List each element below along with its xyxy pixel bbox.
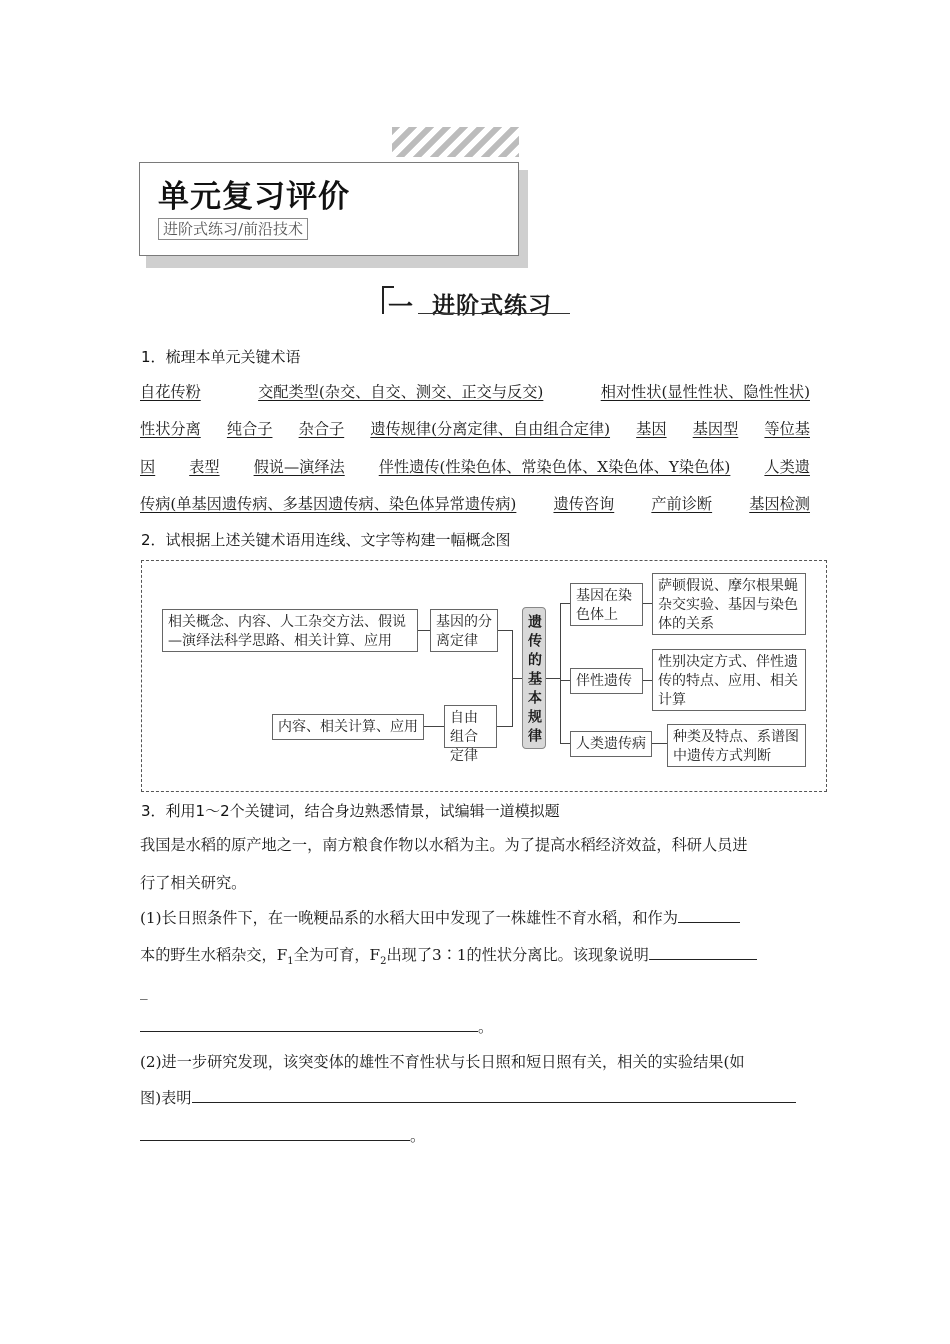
q3-part2-line-2 — [140, 1087, 812, 1108]
connector-line — [560, 680, 570, 681]
keyword-line-1 — [140, 381, 810, 402]
q3-heading: 3．利用1～2个关键词，结合身边熟悉情景，试编辑一道模拟题 — [141, 802, 560, 820]
answer-blank[interactable] — [140, 1017, 478, 1032]
map-box-assortment-law: 自由组合定律 — [444, 705, 497, 748]
keyword: 遗传规律(分离定律、自由组合定律) — [370, 420, 611, 438]
q3-part1-text: 全为可育，F — [293, 946, 381, 964]
q3-part2-line-3 — [140, 1125, 812, 1146]
map-box-human-disease: 人类遗传病 — [570, 731, 652, 757]
connector-line — [498, 630, 512, 631]
period: 。 — [478, 1018, 494, 1036]
keyword: 遗传咨询 — [553, 495, 615, 513]
map-box-sex-linked: 伴性遗传 — [570, 668, 643, 694]
connector-line — [560, 603, 570, 604]
period: 。 — [410, 1127, 426, 1145]
q3-part2-text: 图)表明 — [140, 1089, 192, 1107]
q3-part2-line-1: (2)进一步研究发现，该突变体的雄性不育性状与长日照和短日照有关，相关的实验结果(如 — [140, 1053, 745, 1071]
q3-part1-text: 出现了3∶1的性状分离比。该现象说明 — [386, 946, 649, 964]
connector-line — [652, 743, 667, 744]
subscript: 1 — [287, 956, 294, 968]
keyword: 性状分离 — [140, 420, 201, 438]
keyword: 传病(单基因遗传病、多基因遗传病、染色体异常遗传病) — [140, 495, 517, 513]
keyword: 基因 — [636, 420, 667, 438]
map-box-chromosome: 基因在染色体上 — [570, 583, 643, 626]
subscript: 2 — [380, 956, 387, 968]
keyword: 基因检测 — [749, 495, 810, 513]
section-number: 一 — [388, 292, 414, 321]
map-center-box: 遗传的基本规律 — [522, 607, 546, 749]
q3-part1-line-2 — [140, 944, 812, 967]
connector-line — [497, 726, 512, 727]
keyword: 人类遗 — [764, 458, 810, 476]
keyword: 相对性状(显性性状、隐性性状) — [600, 383, 810, 401]
map-box-human-disease-detail: 种类及特点、系谱图中遗传方式判断 — [667, 724, 806, 767]
keyword-line-2 — [140, 418, 810, 439]
answer-blank[interactable] — [649, 945, 757, 960]
section-title: 进阶式练习 — [432, 293, 552, 319]
keyword: 等位基 — [764, 420, 810, 438]
connector-line — [643, 680, 652, 681]
keyword-line-3 — [140, 456, 810, 477]
keyword: 伴性遗传(性染色体、常染色体、X染色体、Y染色体) — [378, 458, 731, 476]
keyword-line-4 — [140, 493, 810, 514]
keyword: 交配类型(杂交、自交、测交、正交与反交) — [258, 383, 544, 401]
q3-part1-line-1 — [140, 907, 812, 928]
q2-heading: 2．试根据上述关键术语用连线、文字等构建一幅概念图 — [141, 531, 511, 549]
q3-part1-line-3 — [140, 1016, 812, 1037]
connector-line — [418, 630, 430, 631]
section-underline — [418, 313, 570, 314]
connector-line — [643, 603, 652, 604]
connector-line — [546, 678, 560, 679]
map-box-sex-linked-detail: 性别决定方式、伴性遗传的特点、应用、相关计算 — [652, 649, 806, 711]
q3-part1-dash: _ — [140, 982, 148, 1000]
keyword: 表型 — [189, 458, 220, 476]
page-subtitle: 进阶式练习/前沿技术 — [158, 218, 308, 240]
answer-blank[interactable] — [140, 1126, 410, 1141]
q1-heading: 1．梳理本单元关键术语 — [141, 348, 301, 366]
q3-part1-text: (1)长日照条件下，在一晚粳品系的水稻大田中发现了一株雄性不育水稻，和作为 — [140, 909, 678, 927]
q3-intro-line-1: 我国是水稻的原产地之一，南方粮食作物以水稻为主。为了提高水稻经济效益，科研人员进 — [140, 836, 748, 854]
keyword: 基因型 — [692, 420, 739, 438]
keyword: 杂合子 — [298, 420, 345, 438]
keyword: 自花传粉 — [140, 383, 201, 401]
keyword: 纯合子 — [226, 420, 273, 438]
title-card — [139, 162, 519, 256]
map-box-separation-detail: 相关概念、内容、人工杂交方法、假说—演绎法科学思路、相关计算、应用 — [162, 609, 418, 652]
map-box-chromosome-detail: 萨顿假说、摩尔根果蝇杂交实验、基因与染色体的关系 — [652, 573, 806, 635]
answer-blank[interactable] — [192, 1088, 796, 1103]
q3-part1-text: 本的野生水稻杂交，F — [140, 946, 288, 964]
map-box-separation-law: 基因的分离定律 — [430, 609, 498, 652]
page-title: 单元复习评价 — [158, 179, 350, 215]
q3-intro-line-2: 行了相关研究。 — [140, 874, 247, 892]
connector-line — [512, 678, 522, 679]
answer-blank[interactable] — [678, 908, 740, 923]
keyword: 产前诊断 — [651, 495, 713, 513]
connector-line — [560, 603, 561, 743]
connector-line — [560, 743, 570, 744]
connector-line — [424, 726, 444, 727]
decorative-hatch — [392, 127, 519, 157]
keyword: 因 — [140, 458, 156, 476]
keyword: 假说—演绎法 — [253, 458, 345, 476]
map-box-assortment-detail: 内容、相关计算、应用 — [272, 714, 424, 740]
